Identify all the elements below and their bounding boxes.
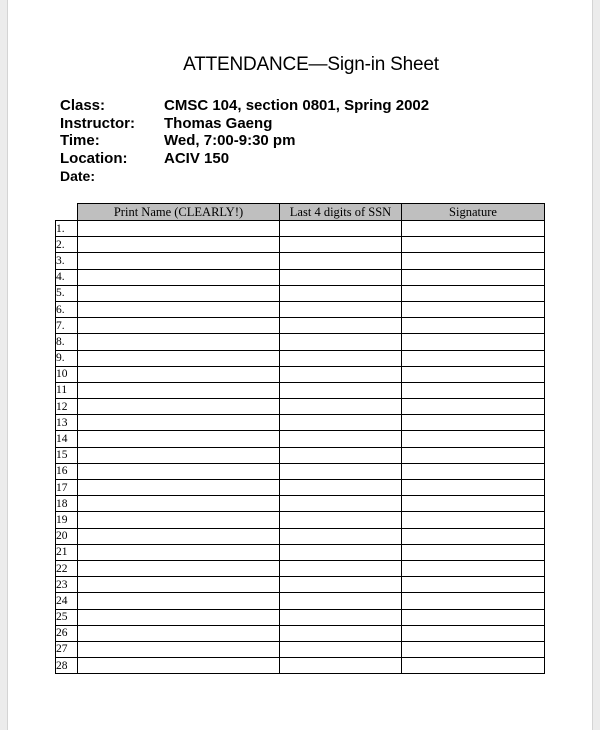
table-row	[56, 221, 545, 237]
course-info-block	[60, 97, 429, 185]
ssn-cell[interactable]	[280, 366, 402, 382]
ssn-cell[interactable]	[280, 625, 402, 641]
name-cell[interactable]	[78, 366, 280, 382]
name-cell[interactable]	[78, 382, 280, 398]
name-cell[interactable]	[78, 496, 280, 512]
class-label: Class:	[60, 97, 106, 115]
name-cell[interactable]	[78, 512, 280, 528]
row-number: 6.	[56, 301, 78, 317]
name-cell[interactable]	[78, 399, 280, 415]
location-label: Location:	[60, 149, 128, 167]
time-value: Wed, 7:00-9:30 pm	[164, 132, 296, 150]
ssn-cell[interactable]	[280, 463, 402, 479]
row-number: 17	[56, 480, 78, 496]
row-number: 25	[56, 609, 78, 625]
row-number: 9.	[56, 350, 78, 366]
signature-cell[interactable]	[402, 512, 545, 528]
row-number: 18	[56, 496, 78, 512]
table-body	[56, 221, 545, 674]
signature-cell[interactable]	[402, 480, 545, 496]
signature-cell[interactable]	[402, 415, 545, 431]
name-cell[interactable]	[78, 528, 280, 544]
name-cell[interactable]	[78, 658, 280, 674]
signature-cell[interactable]	[402, 625, 545, 641]
signature-cell[interactable]	[402, 382, 545, 398]
row-number: 5.	[56, 285, 78, 301]
class-value: CMSC 104, section 0801, Spring 2002	[164, 97, 430, 115]
row-number: 13	[56, 415, 78, 431]
table-row	[56, 544, 545, 560]
table-row	[56, 463, 545, 479]
name-cell[interactable]	[78, 593, 280, 609]
ssn-cell[interactable]	[280, 480, 402, 496]
ssn-cell[interactable]	[280, 399, 402, 415]
name-cell[interactable]	[78, 577, 280, 593]
table-row	[56, 641, 545, 657]
row-number: 2.	[56, 237, 78, 253]
row-number: 24	[56, 593, 78, 609]
header-signature: Signature	[402, 204, 545, 221]
ssn-cell[interactable]	[280, 512, 402, 528]
table-row	[56, 431, 545, 447]
instructor-value: Thomas Gaeng	[164, 114, 273, 132]
class-row	[60, 97, 429, 115]
instructor-row	[60, 115, 429, 133]
table-row	[56, 415, 545, 431]
row-number: 19	[56, 512, 78, 528]
name-cell[interactable]	[78, 463, 280, 479]
signature-cell[interactable]	[402, 560, 545, 576]
row-number: 10	[56, 366, 78, 382]
table-row	[56, 366, 545, 382]
table-row	[56, 593, 545, 609]
table-row	[56, 658, 545, 674]
ssn-cell[interactable]	[280, 415, 402, 431]
name-cell[interactable]	[78, 480, 280, 496]
row-number: 20	[56, 528, 78, 544]
name-cell[interactable]	[78, 334, 280, 350]
ssn-cell[interactable]	[280, 301, 402, 317]
table-row	[56, 237, 545, 253]
ssn-cell[interactable]	[280, 593, 402, 609]
name-cell[interactable]	[78, 318, 280, 334]
name-cell[interactable]	[78, 544, 280, 560]
name-cell[interactable]	[78, 253, 280, 269]
signature-cell[interactable]	[402, 658, 545, 674]
row-number: 26	[56, 625, 78, 641]
row-number: 8.	[56, 334, 78, 350]
table-row	[56, 301, 545, 317]
signature-cell[interactable]	[402, 318, 545, 334]
signature-cell[interactable]	[402, 237, 545, 253]
signature-cell[interactable]	[402, 593, 545, 609]
signature-cell[interactable]	[402, 431, 545, 447]
ssn-cell[interactable]	[280, 431, 402, 447]
name-cell[interactable]	[78, 447, 280, 463]
table-row	[56, 447, 545, 463]
table-row	[56, 285, 545, 301]
signature-cell[interactable]	[402, 334, 545, 350]
instructor-label: Instructor:	[60, 114, 135, 132]
location-row	[60, 150, 429, 168]
table-header-row	[56, 204, 545, 221]
sign-in-table	[55, 203, 545, 674]
table-row	[56, 625, 545, 641]
signature-cell[interactable]	[402, 285, 545, 301]
signature-cell[interactable]	[402, 609, 545, 625]
ssn-cell[interactable]	[280, 609, 402, 625]
ssn-cell[interactable]	[280, 382, 402, 398]
row-number: 21	[56, 544, 78, 560]
header-ssn: Last 4 digits of SSN	[280, 204, 402, 221]
table-row	[56, 253, 545, 269]
ssn-cell[interactable]	[280, 334, 402, 350]
row-number: 4.	[56, 269, 78, 285]
signature-cell[interactable]	[402, 496, 545, 512]
table-row	[56, 350, 545, 366]
row-number: 14	[56, 431, 78, 447]
table-row	[56, 480, 545, 496]
document-page	[7, 0, 593, 730]
row-number: 12	[56, 399, 78, 415]
row-number: 7.	[56, 318, 78, 334]
table-row	[56, 269, 545, 285]
ssn-cell[interactable]	[280, 253, 402, 269]
name-cell[interactable]	[78, 625, 280, 641]
header-print-name: Print Name (CLEARLY!)	[78, 204, 280, 221]
table-row	[56, 382, 545, 398]
ssn-cell[interactable]	[280, 577, 402, 593]
ssn-cell[interactable]	[280, 641, 402, 657]
signature-cell[interactable]	[402, 253, 545, 269]
signature-cell[interactable]	[402, 528, 545, 544]
signature-cell[interactable]	[402, 269, 545, 285]
row-number: 22	[56, 560, 78, 576]
table-row	[56, 609, 545, 625]
name-cell[interactable]	[78, 415, 280, 431]
signature-cell[interactable]	[402, 641, 545, 657]
row-number: 15	[56, 447, 78, 463]
row-number: 28	[56, 658, 78, 674]
row-number: 23	[56, 577, 78, 593]
date-label: Date:	[60, 167, 96, 184]
table-row	[56, 560, 545, 576]
ssn-cell[interactable]	[280, 560, 402, 576]
table-row	[56, 577, 545, 593]
ssn-cell[interactable]	[280, 658, 402, 674]
ssn-cell[interactable]	[280, 528, 402, 544]
ssn-cell[interactable]	[280, 269, 402, 285]
table-row	[56, 334, 545, 350]
name-cell[interactable]	[78, 301, 280, 317]
table-row	[56, 496, 545, 512]
signature-cell[interactable]	[402, 577, 545, 593]
location-value: ACIV 150	[164, 149, 230, 167]
signature-cell[interactable]	[402, 350, 545, 366]
time-row	[60, 132, 429, 150]
ssn-cell[interactable]	[280, 318, 402, 334]
signature-cell[interactable]	[402, 463, 545, 479]
ssn-cell[interactable]	[280, 496, 402, 512]
ssn-cell[interactable]	[280, 350, 402, 366]
time-label: Time:	[60, 132, 100, 150]
row-number: 16	[56, 463, 78, 479]
ssn-cell[interactable]	[280, 237, 402, 253]
date-row	[60, 167, 429, 185]
name-cell[interactable]	[78, 641, 280, 657]
signature-cell[interactable]	[402, 399, 545, 415]
row-number: 27	[56, 641, 78, 657]
ssn-cell[interactable]	[280, 544, 402, 560]
table-row	[56, 528, 545, 544]
name-cell[interactable]	[78, 609, 280, 625]
row-number: 11	[56, 382, 78, 398]
signature-cell[interactable]	[402, 366, 545, 382]
name-cell[interactable]	[78, 285, 280, 301]
table-row	[56, 399, 545, 415]
ssn-cell[interactable]	[280, 447, 402, 463]
header-blank-cell	[56, 204, 78, 221]
name-cell[interactable]	[78, 237, 280, 253]
name-cell[interactable]	[78, 560, 280, 576]
signature-cell[interactable]	[402, 221, 545, 237]
table-row	[56, 512, 545, 528]
ssn-cell[interactable]	[280, 221, 402, 237]
name-cell[interactable]	[78, 269, 280, 285]
name-cell[interactable]	[78, 350, 280, 366]
name-cell[interactable]	[78, 221, 280, 237]
signature-cell[interactable]	[402, 301, 545, 317]
ssn-cell[interactable]	[280, 285, 402, 301]
table-row	[56, 318, 545, 334]
name-cell[interactable]	[78, 431, 280, 447]
signature-cell[interactable]	[402, 447, 545, 463]
row-number: 3.	[56, 253, 78, 269]
signature-cell[interactable]	[402, 544, 545, 560]
row-number: 1.	[56, 221, 78, 237]
page-title: ATTENDANCE—Sign-in Sheet	[183, 54, 439, 75]
